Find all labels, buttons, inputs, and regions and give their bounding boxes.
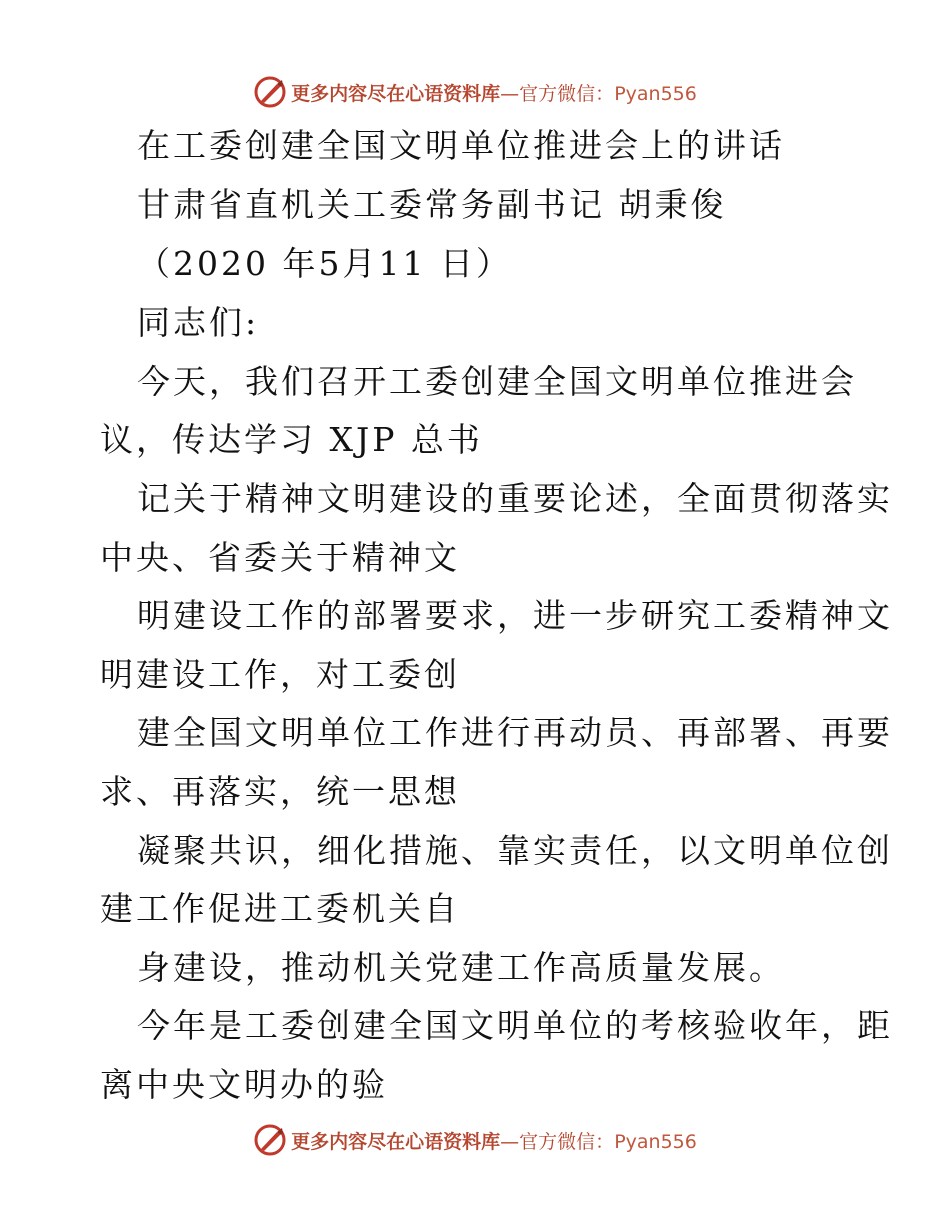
speaker-line: 甘肃省直机关工委常务副书记 胡秉俊 (137, 185, 727, 224)
header-watermark (0, 72, 950, 112)
text-line: 中央、省委关于精神文 (100, 538, 460, 577)
date-line: （2020 年5月11 日） (137, 244, 512, 283)
watermark-text (291, 1127, 697, 1154)
speech-title: 在工委创建全国文明单位推进会上的讲话 (137, 126, 785, 165)
text-line: 凝聚共识，细化措施、靠实责任，以文明单位创 (137, 831, 893, 870)
watermark-text (291, 79, 697, 106)
text-line: 今年是工委创建全国文明单位的考核验收年，距 (137, 1006, 893, 1045)
text-line: 求、再落实，统一思想 (100, 772, 460, 811)
text-line: 建工作促进工委机关自 (100, 889, 460, 928)
text-line: 议，传达学习 XJP 总书 (100, 420, 483, 459)
watermark-main: 更多内容尽在心语资料库 (291, 82, 501, 105)
text-line: 明建设工作的部署要求，进一步研究工委精神文 (137, 596, 893, 635)
text-line: 记关于精神文明建设的重要论述，全面贯彻落实 (137, 479, 893, 518)
watermark-label: 官方微信： (519, 1130, 615, 1153)
watermark-main: 更多内容尽在心语资料库 (291, 1130, 501, 1153)
salutation: 同志们: (137, 303, 260, 342)
watermark-id: Pyan556 (614, 1130, 697, 1153)
text-line: 建全国文明单位工作进行再动员、再部署、再要 (137, 713, 893, 752)
text-line: 离中央文明办的验 (100, 1065, 388, 1104)
footer-watermark (0, 1120, 950, 1160)
watermark-dash: — (500, 1130, 520, 1153)
quill-logo-icon (253, 75, 287, 109)
quill-logo-icon (253, 1123, 287, 1157)
text-line: 身建设，推动机关党建工作高质量发展。 (137, 948, 785, 987)
watermark-id: Pyan556 (614, 82, 697, 105)
watermark-label: 官方微信： (519, 82, 615, 105)
text-line: 今天，我们召开工委创建全国文明单位推进会 (137, 362, 857, 401)
watermark-dash: — (500, 82, 520, 105)
text-line: 明建设工作，对工委创 (100, 655, 460, 694)
